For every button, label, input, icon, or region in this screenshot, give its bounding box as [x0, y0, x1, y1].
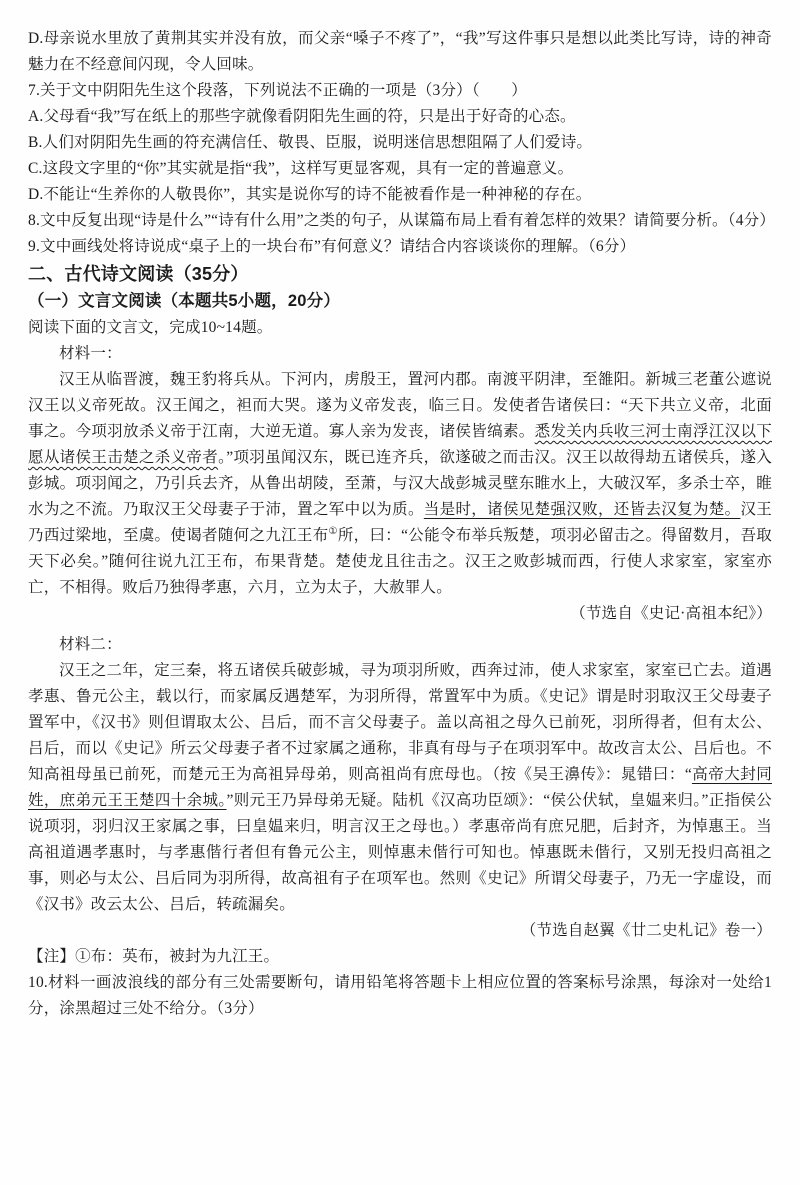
text-run: 阅读下面的文言文，完成10~14题。 [28, 319, 273, 336]
text-run: 7.关于文中阴阳先生这个段落，下列说法不正确的一项是（3分）（ ） [28, 82, 527, 99]
option-d [28, 182, 772, 208]
text-run: 汉王之二年，定三秦，将五诸侯兵破彭城，寻为项羽所败，西奔过沛，使人求家室，家室已亡去。道遇孝惠、鲁元公主，载以行，而家属反遇楚军，为羽所得，常置军中为质。《史记》谓是时羽取汉王父母妻子置军中，《汉书》则但谓取太公、吕后，而不言父母妻子。盖以高祖之母久已前死，羽所得者，但有太公、吕后，而以《史记》所云父母妻子者不过家属之通称，非真有母与子在项羽军中。故改言太公、吕后也。不知高祖母虽已前死，而楚元王为高祖异母弟，则高祖尚有庶母也。（按《吴王濞传》：晁错曰：“ [28, 662, 772, 783]
text-run: 材料一： [59, 345, 122, 362]
text-run: 汉王从临晋渡，魏王豹将兵从。下河内，虏殷王，置河内郡。南渡平阴津，至雒阳。新城三老董公遮说汉王以义帝死故。汉王闻之，袒而大哭。遂为义帝发丧，临三日。发使者告诸侯曰：“天下共立义帝，北面事之。今项羽放杀义帝于江南，大逆无道。寡人亲为发丧，诸侯皆缟素。 [28, 371, 772, 440]
text-run: 二、古代诗文阅读（35分） [28, 264, 249, 284]
text-run: C.这段文字里的“你”其实就是指“我”，这样写更显客观，具有一定的普遍意义。 [28, 160, 574, 177]
text-run: （一）文言文阅读（本题共5小题，20分） [28, 292, 341, 310]
material-2-label [28, 632, 772, 658]
section-heading [28, 260, 772, 288]
question-8 [28, 208, 776, 234]
material-1-text [28, 367, 772, 601]
text-run: （节选自赵翼《廿二史札记》卷一） [520, 922, 772, 939]
material-1-label [28, 341, 772, 367]
text-run: 材料二： [59, 636, 122, 653]
text-run: D.不能让“生养你的人敬畏你”，其实是说你写的诗不能被看作是一种神秘的存在。 [28, 186, 592, 203]
text-run: D.母亲说水里放了黄荆其实并没有放，而父亲“嗓子不疼了”，“我”写这件事只是想以此类比写诗，诗的神奇魅力在不经意间闪现，令人回味。 [28, 30, 772, 73]
question-7 [28, 78, 772, 104]
wavy-underlined-text: 悉发关内兵收三河士南浮江汉以下愿从诸侯王击楚之杀义帝者 [28, 423, 772, 466]
option-b [28, 130, 772, 156]
material-1-source [28, 601, 772, 627]
text-run: B.人们对阴阳先生画的符充满信任、敬畏、臣服，说明迷信思想阻隔了人们爱诗。 [28, 134, 593, 151]
option-c [28, 156, 772, 182]
footnote-ref: ① [328, 525, 338, 537]
text-run: 【注】①布：英布，被封为九江王。 [28, 948, 280, 965]
footnote [28, 944, 772, 970]
text-run: ”则元王乃异母弟无疑。陆机《汉高功臣颂》：“侯公伏轼，皇媪来归。”正指侯公说项羽，羽归汉王家属之事，曰皇媪来归，明言汉王之母也。）孝惠帝尚有庶兄肥，后封齐，为悼惠王。当高祖道遇孝惠时，与孝惠偕行者但有鲁元公主，则悼惠未偕行可知也。悼惠既未偕行，又别无投归高祖之事，则必与太公、吕后同为羽所得，故高祖有子在项军也。然则《史记》所谓父母妻子，乃无一字虚设，而《汉书》改云太公、吕后，转疏漏矣。 [28, 792, 772, 913]
text-run: 10.材料一画波浪线的部分有三处需要断句，请用铅笔将答题卡上相应位置的答案标号涂黑，每涂对一处给1分，涂黑超过三处不给分。（3分） [28, 974, 772, 1017]
underlined-text: 当是时，诸侯见楚强汉败，还皆去汉复为楚。 [423, 501, 741, 518]
text-run: （节选自《史记·高祖本纪》） [570, 605, 772, 622]
text-run: 9.文中画线处将诗说成“桌子上的一块台布”有何意义？请结合内容谈谈你的理解。（6分） [28, 238, 636, 255]
option-d-carryover [28, 26, 772, 78]
reading-instruction [28, 315, 772, 341]
text-run: A.父母看“我”写在纸上的那些字就像看阴阳先生画的符，只是出于好奇的心态。 [28, 108, 576, 125]
question-9 [28, 234, 772, 260]
subsection-heading [28, 288, 772, 315]
material-2-text [28, 658, 772, 918]
text-run: 8.文中反复出现“诗是什么”“诗有什么用”之类的句子，从谋篇布局上看有着怎样的效果？请简要分析。（4分） [28, 212, 776, 229]
text-run: 汉王乃西过梁地，至虞。使谒者随何之九江王布 [28, 501, 772, 544]
exam-document [28, 26, 776, 1022]
option-a [28, 104, 772, 130]
material-2-source [28, 918, 772, 944]
question-10 [28, 970, 772, 1022]
underlined-text: 高帝大封同姓，庶弟元王王楚四十余城。 [28, 766, 772, 809]
text-run: 。”项羽虽闻汉东，既已连齐兵，欲遂破之而击汉。汉王以故得劫五诸侯兵，遂入彭城。项羽闻之，乃引兵去齐，从鲁出胡陵，至萧，与汉大战彭城灵壁东睢水上，大破汉军，多杀士卒，睢水为之不流。乃取汉王父母妻子于沛，置之军中以为质。 [28, 449, 772, 518]
text-run: 所，曰：“公能令布举兵叛楚，项羽必留击之。得留数月，吾取天下必矣。”随何往说九江王布，布果背楚。楚使龙且往击之。汉王之败彭城而西，行使人求家室，家室亦亡，不相得。败后乃独得孝惠，六月，立为太子，大赦罪人。 [28, 527, 773, 596]
